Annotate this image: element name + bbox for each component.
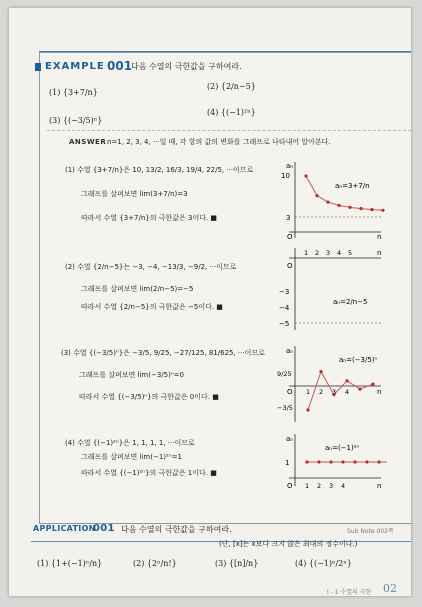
application-title: APPLICATION — [33, 524, 96, 533]
divider — [47, 130, 411, 131]
origin-label: O — [287, 388, 293, 396]
part3-line3: 따라서 수열 {(−3/5)ⁿ}의 극한값은 0이다. ■ — [79, 393, 219, 401]
example-problem-1: (1) {3+7/n} — [49, 88, 98, 97]
formula-label: aₙ=3+7/n — [335, 182, 370, 190]
data-point — [319, 370, 322, 373]
y-tick: −5 — [279, 320, 290, 328]
graph-3 — [277, 344, 387, 424]
x-tick: 1 — [306, 388, 311, 396]
data-point — [304, 174, 307, 177]
graph-1 — [277, 158, 387, 240]
example-title: EXAMPLE — [45, 61, 105, 72]
x-tick: 1 — [305, 482, 310, 490]
example-marker-icon — [35, 63, 41, 71]
data-point — [329, 460, 332, 463]
y-tick: −3 — [279, 288, 290, 296]
formula-label: aₙ=(−1)²ⁿ — [325, 444, 360, 452]
example-problem-2: (2) {2/n−5} — [207, 82, 256, 91]
x-label: n — [377, 482, 382, 490]
part1-line3: 따라서 수열 {3+7/n}의 극한값은 3이다. ■ — [81, 214, 218, 222]
data-point — [371, 383, 374, 386]
y-label: aₙ — [286, 435, 294, 443]
sub-note: Sub Note 002쪽 — [347, 528, 394, 535]
page-number: 02 — [383, 582, 397, 595]
x-tick: 2 — [317, 482, 322, 490]
x-tick: 5 — [348, 249, 353, 257]
data-point — [305, 460, 308, 463]
data-point — [377, 460, 380, 463]
origin-label: O — [287, 482, 293, 490]
x-tick: 3 — [329, 482, 334, 490]
data-point — [365, 460, 368, 463]
part2-line3: 따라서 수열 {2/n−5}의 극한값은 −5이다. ■ — [81, 303, 223, 311]
origin-label: O — [287, 262, 293, 270]
formula-label: aₙ=(−3/5)ⁿ — [339, 356, 378, 364]
x-label: n — [377, 233, 382, 240]
part1-line1: (1) 수열 {3+7/n}은 10, 13/2, 16/3, 19/4, 22/5, ···이므로 — [65, 166, 254, 174]
data-point — [358, 388, 361, 391]
x-tick: 4 — [337, 249, 342, 257]
data-point — [337, 204, 340, 207]
footer-section: I - 1 수열의 극한 — [327, 589, 372, 596]
application-prompt: 다음 수열의 극한값을 구하여라. — [121, 525, 232, 534]
application-note: (단, [x]는 x보다 크지 않은 최대의 정수이다.) — [219, 540, 358, 548]
example-prompt: 다음 수열의 극한값을 구하여라. — [131, 62, 242, 71]
data-point — [317, 460, 320, 463]
x-label: n — [377, 388, 382, 396]
part4-line3: 따라서 수열 {(−1)²ⁿ}의 극한값은 1이다. ■ — [81, 469, 217, 477]
y-label: aₙ — [286, 347, 294, 355]
y-tick: 3 — [286, 214, 291, 222]
data-point — [341, 460, 344, 463]
y-tick: −4 — [279, 304, 290, 312]
x-tick: 3 — [326, 249, 331, 257]
application-number: 001 — [93, 523, 115, 534]
x-tick: 2 — [319, 388, 324, 396]
part2-line1: (2) 수열 {2/n−5}는 −3, −4, −13/3, −9/2, ···이므로 — [65, 263, 237, 271]
application-problem-2: (2) {2ⁿ/n!} — [133, 559, 177, 568]
curve — [308, 372, 373, 410]
y-tick: 9/25 — [277, 370, 292, 378]
application-problem-3: (3) {[n]/n} — [215, 559, 259, 568]
application-problem-1: (1) {1+(−1)ⁿ/n} — [37, 559, 103, 568]
x-tick: 4 — [341, 482, 346, 490]
x-tick: 1 — [304, 249, 309, 257]
example-problem-4: (4) {(−1)²ⁿ} — [207, 108, 256, 117]
part1-line2: 그래프를 살펴보면 lim(3+7/n)=3 — [81, 190, 188, 198]
y-label: aₙ — [286, 162, 294, 170]
y-tick: 10 — [281, 172, 290, 180]
formula-label: aₙ=2/n−5 — [333, 298, 368, 306]
answer-intro: n=1, 2, 3, 4, ···일 때, 각 항의 값의 변화를 그래프로 나타내어 알아본다. — [107, 138, 331, 146]
part3-line1: (3) 수열 {(−3/5)ⁿ}은 −3/5, 9/25, −27/125, 81/625, ···이므로 — [61, 349, 265, 357]
data-point — [326, 201, 329, 204]
graph-2 — [277, 246, 387, 332]
data-point — [306, 408, 309, 411]
answer-label: ANSWER — [69, 138, 107, 146]
x-tick: 4 — [345, 388, 350, 396]
x-label: n — [377, 249, 382, 257]
y-tick: 1 — [285, 459, 290, 467]
x-tick: 2 — [315, 249, 320, 257]
data-point — [353, 460, 356, 463]
y-tick: −3/5 — [277, 404, 293, 412]
example-number: 001 — [107, 59, 133, 73]
example-problem-3: (3) {(−3/5)ⁿ} — [49, 116, 103, 125]
origin-label: O — [287, 233, 293, 240]
part4-line1: (4) 수열 {(−1)²ⁿ}은 1, 1, 1, 1, ···이므로 — [65, 439, 195, 447]
x-tick: 3 — [332, 388, 337, 396]
application-problem-4: (4) {(−1)ⁿ/2ⁿ} — [295, 559, 352, 568]
part2-line2: 그래프를 살펴보면 lim(2/n−5)=−5 — [81, 285, 194, 293]
data-point — [359, 207, 362, 210]
data-point — [315, 194, 318, 197]
part4-line2: 그래프를 살펴보면 lim(−1)²ⁿ=1 — [81, 453, 182, 461]
textbook-page — [9, 8, 411, 596]
part3-line2: 그래프를 살펴보면 lim(−3/5)ⁿ=0 — [79, 371, 184, 379]
graph-4 — [277, 432, 387, 494]
data-point — [345, 379, 348, 382]
data-point — [348, 206, 351, 209]
data-point — [381, 209, 384, 212]
data-point — [370, 208, 373, 211]
